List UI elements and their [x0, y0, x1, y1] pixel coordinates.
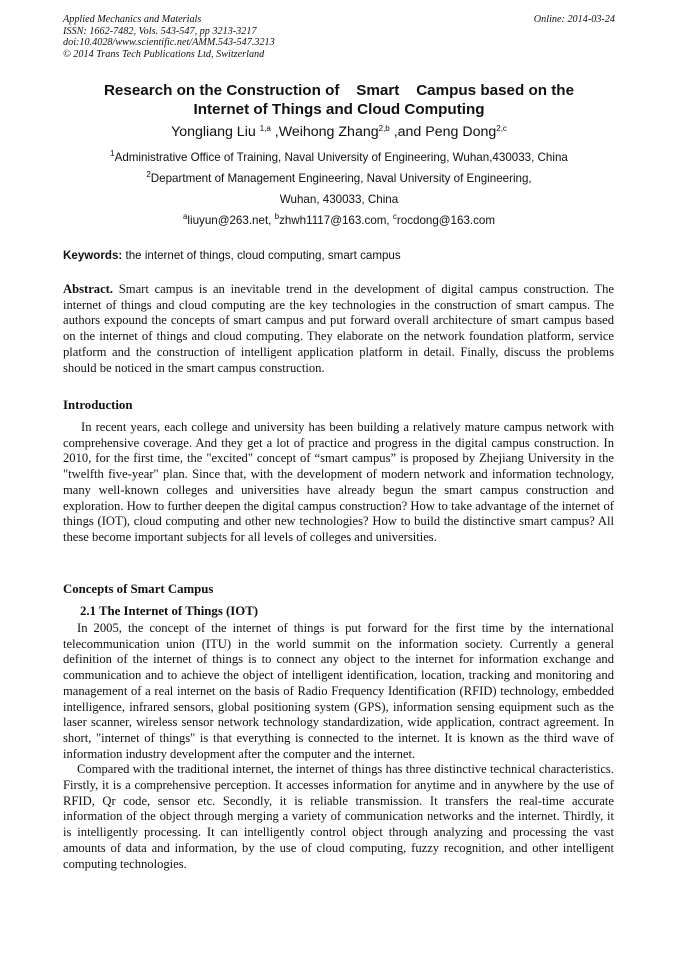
affiliation-2	[63, 172, 615, 186]
introduction-body	[63, 420, 614, 546]
online-date: Online: 2014-03-24	[533, 14, 615, 25]
introduction-paragraph: In recent years, each college and university has been building a relatively mature campus network with comprehensive coverage. And they get a lot of practice and progress in the digital campus construction. In 2010, for the first time, the "excited" concept of “smart campus” is proposed by Zhejiang University in the "twelfth five-year" plan. Since that, with the development of modern network and information technology, many well-known colleges and universities have already begun the smart campus construction and exploration. How to further deepen the digital campus construction? How to take advantage of the internet of things (IOT), cloud computing and other new technologies? How to build the distinctive smart campus? All these become important subjects for all levels of colleges and universities.	[63, 420, 614, 544]
keywords-label: Keywords:	[63, 249, 123, 262]
aff-text: Administrative Office of Training, Naval University of Engineering, Wuhan,430033, China	[114, 151, 568, 164]
keywords-text: the internet of things, cloud computing, smart campus	[122, 249, 401, 262]
email-a: liuyun@263.net,	[187, 214, 275, 227]
affiliation-1	[63, 151, 615, 165]
email-sup: c	[392, 212, 397, 221]
iot-body	[63, 621, 614, 872]
title-line-1: Research on the Construction of Smart Campus based on the	[103, 82, 575, 99]
iot-subheading: 2.1 The Internet of Things (IOT)	[80, 604, 258, 618]
author-name: Yongliang Liu	[171, 124, 260, 140]
issn-line: ISSN: 1662-7482, Vols. 543-547, pp 3213-3217	[63, 25, 257, 37]
aff-text: Department of Management Engineering, Naval University of Engineering,	[150, 172, 532, 185]
affiliation-2-city: Wuhan, 430033, China	[279, 193, 399, 206]
author-sup: 2,c	[496, 124, 507, 133]
journal-name: Applied Mechanics and Materials	[63, 14, 202, 25]
email-sup: a	[182, 212, 188, 221]
aff-sup: 2	[146, 170, 151, 179]
copyright-line: © 2014 Trans Tech Publications Ltd, Switzerland	[63, 48, 265, 60]
title-line-2: Internet of Things and Cloud Computing	[193, 101, 485, 118]
concepts-heading: Concepts of Smart Campus	[63, 582, 214, 596]
keywords	[63, 249, 615, 263]
abstract-label: Abstract.	[63, 282, 114, 296]
iot-paragraph-2: Compared with the traditional internet, the internet of things has three distinctive technical characteristics. Firstly, it is a comprehensive perception. It accesses information for anytime and in anywhere by the use of RFID, Qr code, sensor etc. Secondly, it is reliable transmission. It transfers the real-time accurate information of the object through merging a variety of communication networks and the internet. Thirdly, it is intelligently processing. It can intelligently control object through analyzing and processing the vast amounts of data and information, by the use of cloud computing, fuzzy recognition, and other intelligent computing technologies.	[63, 762, 614, 871]
journal-header	[63, 14, 275, 60]
email-c: rocdong@163.com	[396, 214, 496, 227]
abstract	[63, 282, 614, 376]
aff-sup: 1	[110, 149, 115, 158]
author-name: Weihong Zhang	[278, 124, 379, 140]
email-b: zhwh1117@163.com,	[279, 214, 393, 227]
author-sep: ,	[389, 124, 398, 140]
author-name: and Peng Dong	[397, 124, 497, 140]
doi-line: doi:10.4028/www.scientific.net/AMM.543-547.3213	[63, 37, 275, 48]
introduction-heading: Introduction	[63, 398, 133, 412]
author-sep: ,	[270, 124, 279, 140]
abstract-text: Smart campus is an inevitable trend in the development of digital campus construction. The internet of things and cloud computing are the key technologies in the construction of smart campus. The authors expound the concepts of smart campus and put forward overall architecture of smart campus based on the internet of things and cloud computing. They elaborate on the network foundation platform, service platform and the construction of intelligent application platform in detail. Finally, discuss the problems should be noticed in the smart campus construction.	[63, 282, 614, 375]
author-sup: 2,b	[378, 124, 390, 133]
paper-title	[63, 81, 615, 119]
email-line	[63, 214, 615, 228]
email-sup: b	[274, 212, 280, 221]
iot-paragraph-1: In 2005, the concept of the internet of things is put forward for the first time by the international telecommunication union (ITU) in the world summit on the information society. Currently a general definition of the internet of things is to connect any object to the internet for information exchange and communication and to achieve the object of intelligent identification, location, tracking and monitoring and management of a real internet on the basis of Radio Frequency Identification (RFID) technology, embedded intelligence, infrared sensors, global positioning system (GPS), information sensing equipment such as the laser scanner, wireless sensor network technology standardization, wide application, contract agreement. In short, "internet of things" is that everything is connected to the internet. It is known as the third wave of information industry development after the computer and the internet.	[63, 621, 614, 761]
author-sup: 1,a	[259, 124, 271, 133]
author-list	[63, 124, 615, 141]
